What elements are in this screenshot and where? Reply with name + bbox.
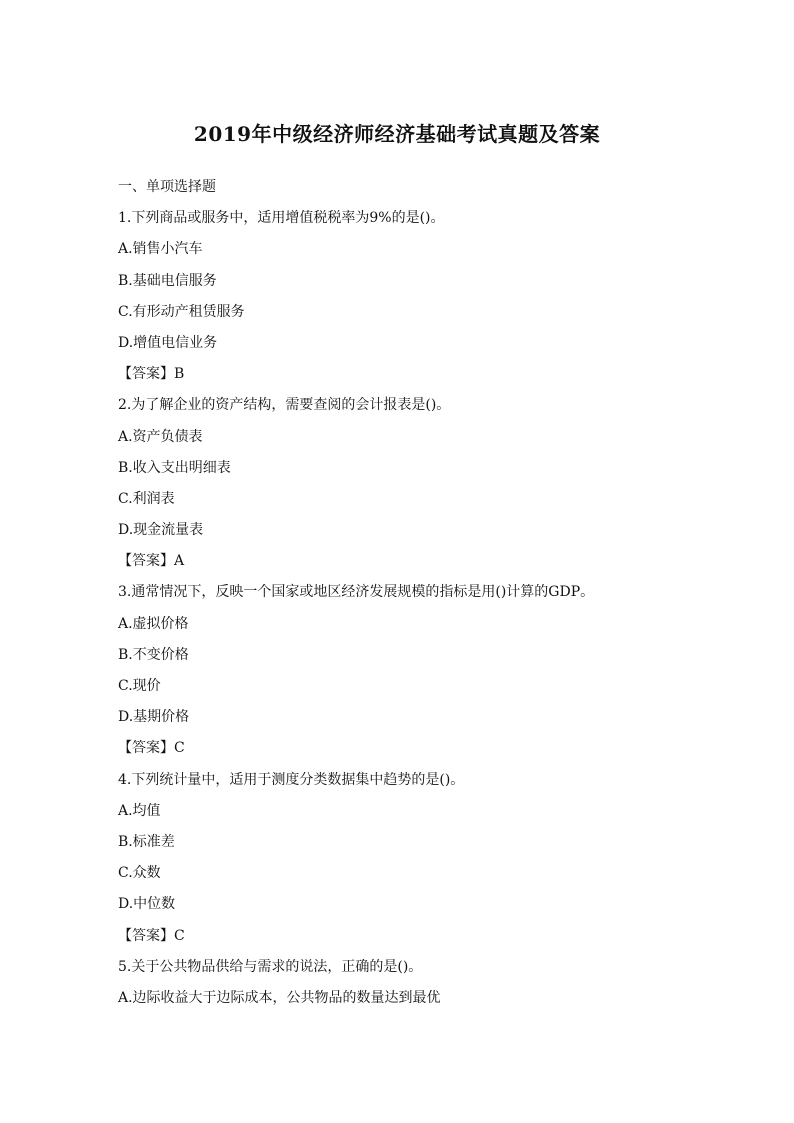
question-stem: 1.下列商品或服务中，适用增值税税率为9%的是()。 bbox=[118, 210, 445, 227]
answer-line: 【答案】B bbox=[118, 366, 185, 383]
answer-line: 【答案】A bbox=[118, 553, 185, 570]
option-a: A.销售小汽车 bbox=[118, 241, 203, 258]
option-b: B.不变价格 bbox=[118, 646, 189, 663]
document-title: 2019年中级经济师经济基础考试真题及答案 bbox=[193, 122, 601, 146]
option-a: A.边际收益大于边际成本，公共物品的数量达到最优 bbox=[118, 989, 441, 1006]
option-a: A.虚拟价格 bbox=[118, 615, 189, 632]
option-c: C.有形动产租赁服务 bbox=[118, 303, 245, 320]
question-stem: 2.为了解企业的资产结构，需要查阅的会计报表是()。 bbox=[118, 397, 451, 414]
option-b: B.收入支出明细表 bbox=[118, 459, 231, 476]
section-heading: 一、单项选择题 bbox=[118, 179, 216, 195]
option-b: B.标准差 bbox=[118, 833, 175, 850]
question-stem: 4.下列统计量中，适用于测度分类数据集中趋势的是()。 bbox=[118, 771, 465, 788]
question-1 bbox=[118, 207, 738, 394]
option-c: C.众数 bbox=[118, 865, 161, 882]
option-c: C.利润表 bbox=[118, 490, 175, 507]
option-d: D.增值电信业务 bbox=[118, 334, 218, 351]
option-b: B.基础电信服务 bbox=[118, 272, 217, 289]
document-body bbox=[118, 176, 738, 1018]
question-5 bbox=[118, 956, 738, 1018]
question-2 bbox=[118, 394, 738, 581]
option-d: D.中位数 bbox=[118, 896, 176, 913]
answer-line: 【答案】C bbox=[118, 927, 185, 944]
option-d: D.现金流量表 bbox=[118, 522, 204, 539]
question-3 bbox=[118, 581, 738, 768]
option-c: C.现价 bbox=[118, 678, 161, 694]
question-stem: 3.通常情况下，反映一个国家或地区经济发展规模的指标是用()计算的GDP。 bbox=[118, 584, 595, 601]
option-a: A.均值 bbox=[118, 802, 161, 819]
question-stem: 5.关于公共物品供给与需求的说法，正确的是()。 bbox=[118, 958, 423, 975]
option-a: A.资产负债表 bbox=[118, 428, 203, 445]
option-d: D.基期价格 bbox=[118, 709, 190, 726]
question-4 bbox=[118, 769, 738, 956]
answer-line: 【答案】C bbox=[118, 740, 185, 757]
